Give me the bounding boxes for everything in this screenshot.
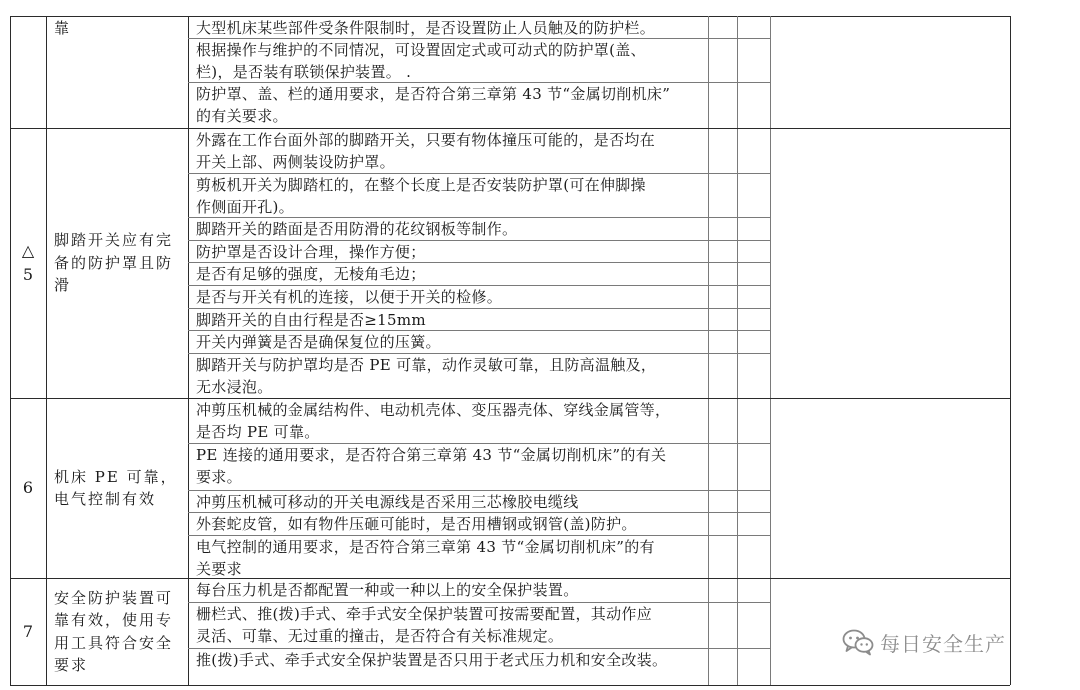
check-content-line: 无水浸泡。 [196, 378, 273, 396]
check-content-line: 每台压力机是否都配置一种或一种以上的安全保护装置。 [196, 580, 579, 599]
check-content-line: 关要求 [196, 560, 242, 578]
check-content-line: 是否有足够的强度，无棱角毛边； [196, 264, 426, 283]
check-content-line: 要求。 [196, 468, 242, 486]
check-item-name: 靠 [54, 19, 72, 37]
check-content-line: 冲剪压机械可移动的开关电源线是否采用三芯橡胶电缆线 [196, 492, 579, 511]
check-content-line: 外套蛇皮管，如有物件压砸可能时，是否用槽钢或钢管(盖)防护。 [196, 514, 637, 533]
check-content-line: 脚踏开关与防护罩均是否 PE 可靠，动作灵敏可靠，且防高温触及， [196, 355, 657, 374]
check-item-name: 机床 PE 可靠，电气控制有效 [54, 467, 178, 508]
col-rule-left [10, 16, 11, 685]
wechat-icon [842, 628, 874, 656]
check-content-line: 灵活、可靠、无过重的撞击，是否符合有关标准规定。 [196, 627, 564, 645]
col-rule-right [1010, 16, 1011, 685]
check-content-line: 栏)，是否装有联锁保护装置。 . [196, 63, 412, 81]
item-number: 7 [22, 621, 34, 641]
check-content-line: 剪板机开关为脚踏杠的，在整个长度上是否安装防护罩(可在伸脚操 [196, 175, 646, 194]
item-number: △ 5 [21, 241, 35, 284]
check-content-line: 防护罩是否设计合理，操作方便； [196, 242, 426, 261]
check-content-line: 推(拨)手式、牵手式安全保护装置是否只用于老式压力机和安全改装。 [196, 650, 668, 669]
check-item-name: 安全防护装置可靠有效，使用专用工具符合安全要求 [54, 588, 174, 674]
watermark [842, 628, 1006, 656]
check-content-line: 开关内弹簧是否是确保复位的压簧。 [196, 332, 441, 351]
check-content-line: PE 连接的通用要求，是否符合第三章第 43 节“金属切削机床”的有关 [196, 445, 667, 464]
group-separator [10, 685, 1010, 686]
check-content-line: 的有关要求。 [196, 107, 288, 125]
check-content-line: 防护罩、盖、栏的通用要求，是否符合第三章第 43 节“金属切削机床” [196, 84, 671, 103]
check-content-line: 脚踏开关的踏面是否用防滑的花纹钢板等制作。 [196, 219, 518, 238]
check-content-line: 是否均 PE 可靠。 [196, 423, 320, 441]
check-content-line: 大型机床某些部件受条件限制时，是否设置防止人员触及的防护栏。 [196, 18, 656, 37]
check-content-line: 脚踏开关的自由行程是否≥15mm [196, 310, 426, 329]
check-content-line: 开关上部、两侧装设防护罩。 [196, 153, 395, 171]
check-content-line: 作侧面开孔)。 [196, 198, 294, 216]
col-rule-check-a [737, 16, 738, 685]
check-content-line: 冲剪压机械的金属结构件、电动机壳体、变压器壳体、穿线金属管等， [196, 400, 671, 419]
check-item-name: 脚踏开关应有完备的防护罩且防滑 [54, 231, 174, 294]
check-content-line: 栅栏式、推(拨)手式、牵手式安全保护装置可按需要配置，其动作应 [196, 604, 653, 623]
col-rule-number [46, 16, 47, 685]
col-rule-item [188, 16, 189, 685]
check-content-line: 电气控制的通用要求，是否符合第三章第 43 节“金属切削机床”的有 [196, 537, 655, 556]
col-rule-check-b [770, 16, 771, 685]
check-content-line: 是否与开关有机的连接，以便于开关的检修。 [196, 287, 503, 306]
col-rule-content [708, 16, 709, 685]
check-content-line: 根据操作与维护的不同情况，可设置固定式或可动式的防护罩(盖、 [196, 40, 646, 59]
watermark-text: 每日安全生产 [880, 631, 1006, 656]
item-number: 6 [22, 478, 34, 497]
check-content-line: 外露在工作台面外部的脚踏开关，只要有物体撞压可能的，是否均在 [196, 130, 656, 149]
